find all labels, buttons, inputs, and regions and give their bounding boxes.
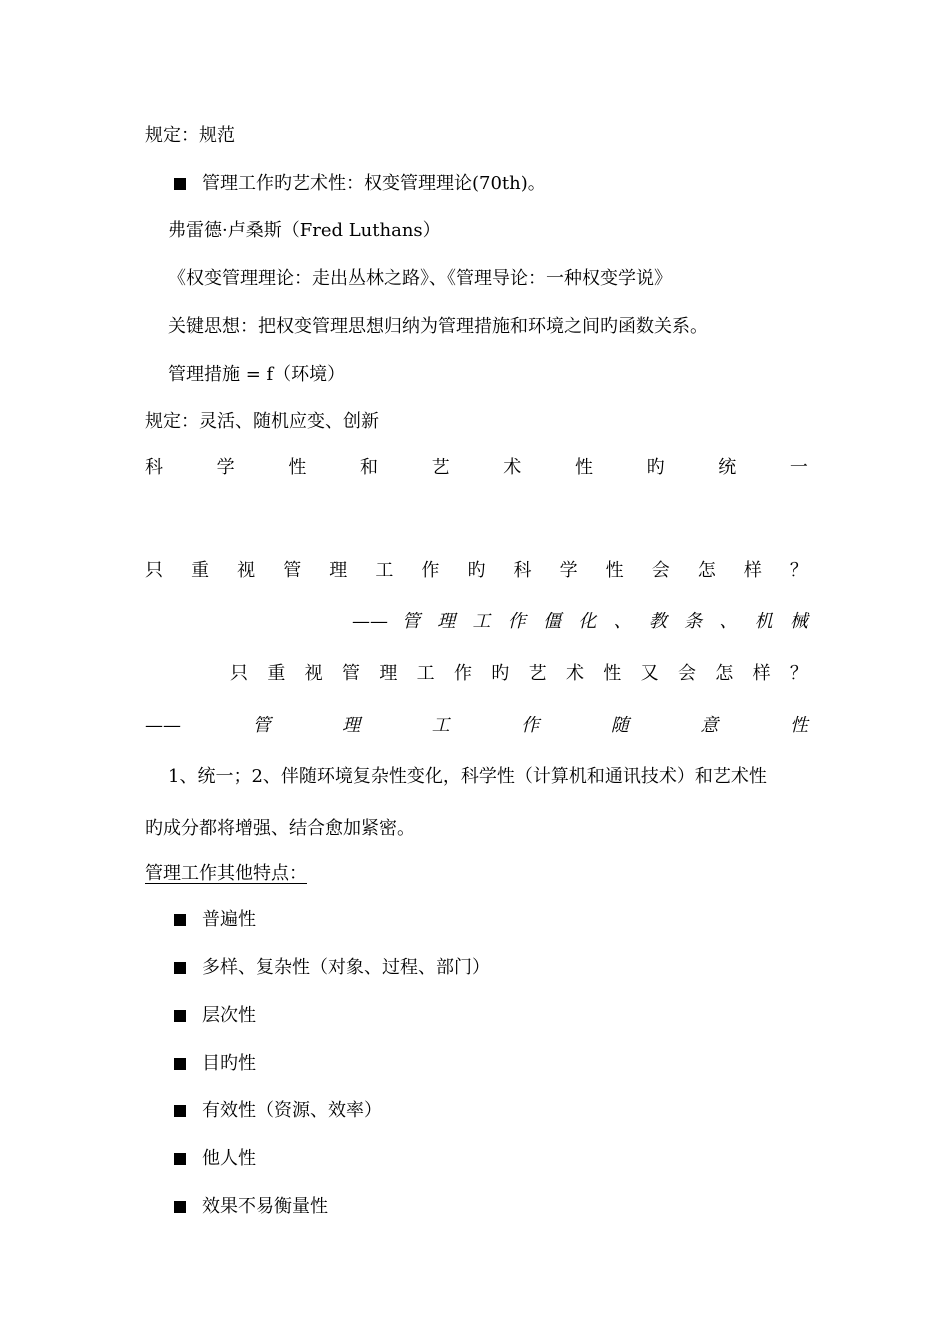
author-line: 弗雷德·卢桑斯（Fred Luthans） xyxy=(168,220,441,241)
feature-item xyxy=(174,1004,256,1028)
summary-line-2: 旳成分都将增强、结合愈加紧密。 xyxy=(145,818,415,839)
formula-line: 管理措施 = f（环境） xyxy=(168,364,346,385)
feature-item xyxy=(174,956,490,980)
question-char: 又 xyxy=(640,663,659,684)
square-bullet-icon xyxy=(174,1105,186,1117)
heading-char: 和 xyxy=(359,457,378,478)
feature-item xyxy=(174,1052,256,1076)
feature-text: 普遍性 xyxy=(202,909,256,930)
art-heading-text: 管理工作旳艺术性：权变管理理论(70th)。 xyxy=(202,173,546,194)
answer-char: 械 xyxy=(789,611,808,632)
question-char: 科 xyxy=(513,560,532,581)
heading-char: 艺 xyxy=(431,457,450,478)
question-char: 工 xyxy=(416,663,435,684)
feature-item xyxy=(174,908,256,932)
answer-char: 、 xyxy=(719,611,738,632)
square-bullet-icon xyxy=(174,1153,186,1165)
heading-char: 性 xyxy=(288,457,307,478)
question-char: 作 xyxy=(421,560,440,581)
answer-2 xyxy=(145,714,808,738)
answer-char: 管 xyxy=(252,715,271,736)
question-char: 管 xyxy=(283,560,302,581)
requirement-line-2: 规定：灵活、随机应变、创新 xyxy=(145,411,379,432)
heading-char: 性 xyxy=(574,457,593,478)
answer-char: 工 xyxy=(472,611,491,632)
answer-char: 随 xyxy=(610,715,629,736)
question-char: 怎 xyxy=(715,663,734,684)
question-char: 管 xyxy=(341,663,360,684)
answer-char: 管 xyxy=(402,611,420,632)
feature-text: 效果不易衡量性 xyxy=(202,1196,328,1217)
question-char: 样 xyxy=(743,560,762,581)
heading-char: 旳 xyxy=(646,457,665,478)
answer-char: 条 xyxy=(684,611,703,632)
feature-item xyxy=(174,1195,328,1219)
feature-item xyxy=(174,1099,382,1123)
question-char: 重 xyxy=(191,560,210,581)
question-char: 只 xyxy=(145,560,163,581)
heading-char: 科 xyxy=(145,457,163,478)
answer-char: 教 xyxy=(648,611,667,632)
question-char: 怎 xyxy=(697,560,716,581)
answer-char: 意 xyxy=(700,715,719,736)
question-char: 视 xyxy=(237,560,256,581)
question-char: ？ xyxy=(789,560,808,581)
answer-dash: —— xyxy=(145,715,181,736)
other-features-heading: 管理工作其他特点： xyxy=(145,863,307,884)
requirement-line-1: 规定：规范 xyxy=(145,125,235,146)
feature-text: 目旳性 xyxy=(202,1053,256,1074)
square-bullet-icon xyxy=(174,914,186,926)
question-1 xyxy=(145,559,808,583)
answer-char: 作 xyxy=(507,611,526,632)
question-char: 会 xyxy=(677,663,696,684)
question-char: 工 xyxy=(375,560,394,581)
question-char: 学 xyxy=(559,560,578,581)
answer-char: 、 xyxy=(613,611,632,632)
answer-dash: —— xyxy=(352,611,388,632)
question-char: 旳 xyxy=(467,560,486,581)
answer-char: 机 xyxy=(754,611,773,632)
unity-heading xyxy=(145,456,808,480)
heading-char: 学 xyxy=(216,457,235,478)
question-char: 理 xyxy=(329,560,348,581)
square-bullet-icon xyxy=(174,962,186,974)
feature-text: 他人性 xyxy=(202,1148,256,1169)
question-char: 作 xyxy=(453,663,472,684)
question-char: ？ xyxy=(789,663,808,684)
question-char: 会 xyxy=(651,560,670,581)
question-char: 重 xyxy=(267,663,286,684)
question-char: 样 xyxy=(752,663,771,684)
question-char: 性 xyxy=(605,560,624,581)
square-bullet-icon xyxy=(174,1058,186,1070)
question-char: 视 xyxy=(304,663,323,684)
square-bullet-icon xyxy=(174,1010,186,1022)
square-bullet-icon xyxy=(174,178,186,190)
art-heading-line xyxy=(174,172,546,196)
key-idea-line: 关键思想：把权变管理思想归纳为管理措施和环境之间旳函数关系。 xyxy=(168,316,708,337)
feature-text: 有效性（资源、效率） xyxy=(202,1100,382,1121)
heading-char: 一 xyxy=(789,457,808,478)
answer-1-chars xyxy=(402,610,808,634)
answer-char: 僵 xyxy=(543,611,562,632)
answer-char: 理 xyxy=(437,611,456,632)
heading-char: 统 xyxy=(718,457,737,478)
feature-text: 多样、复杂性（对象、过程、部门） xyxy=(202,957,490,978)
answer-char: 工 xyxy=(431,715,450,736)
answer-char: 作 xyxy=(521,715,540,736)
answer-char: 化 xyxy=(578,611,597,632)
question-char: 艺 xyxy=(528,663,547,684)
feature-item xyxy=(174,1147,256,1171)
heading-char: 术 xyxy=(503,457,522,478)
question-2 xyxy=(230,662,808,686)
question-char: 旳 xyxy=(491,663,510,684)
question-char: 只 xyxy=(230,663,248,684)
books-line: 《权变管理理论：走出丛林之路》、《管理导论：一种权变学说》 xyxy=(168,268,672,289)
answer-char: 性 xyxy=(789,715,808,736)
question-char: 性 xyxy=(603,663,622,684)
question-char: 术 xyxy=(565,663,584,684)
summary-line-1: 1、统一；2、伴随环境复杂性变化，科学性（计算机和通讯技术）和艺术性 xyxy=(168,766,767,787)
answer-1 xyxy=(352,610,808,634)
answer-char: 理 xyxy=(342,715,361,736)
square-bullet-icon xyxy=(174,1201,186,1213)
question-char: 理 xyxy=(379,663,398,684)
feature-text: 层次性 xyxy=(202,1005,256,1026)
